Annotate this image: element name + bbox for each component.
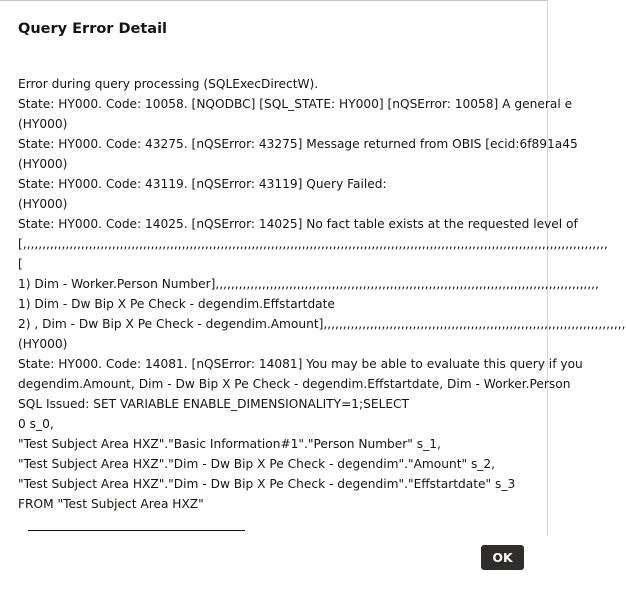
text-underline xyxy=(28,530,245,531)
error-line: (HY000) xyxy=(18,157,68,171)
error-line: "Test Subject Area HXZ"."Dim - Dw Bip X Pe Check - degendim"."Amount" s_2, xyxy=(18,457,496,471)
error-line: (HY000) xyxy=(18,197,68,211)
error-line: 1) Dim - Dw Bip X Pe Check - degendim.Effstartdate xyxy=(18,297,335,311)
error-line: State: HY000. Code: 43275. [nQSError: 43275] Message returned from OBIS [ecid:6f891a45 xyxy=(18,137,578,151)
error-line: State: HY000. Code: 43119. [nQSError: 43119] Query Failed: xyxy=(18,177,387,191)
error-line: SQL Issued: SET VARIABLE ENABLE_DIMENSIONALITY=1;SELECT xyxy=(18,397,410,411)
error-line: Error during query processing (SQLExecDirectW). xyxy=(18,77,319,91)
error-line: State: HY000. Code: 14025. [nQSError: 14025] No fact table exists at the requested level of xyxy=(18,217,578,231)
error-line-last xyxy=(18,514,528,534)
error-line: 1) Dim - Worker.Person Number],,,,,,,,,,,,,,,,,,,,,,,,,,,,,,,,,,,,,,,,,,,,,,,,,,,,,,,,,,,,,,,,,,,,,,,,,,,,,,,,,,,,,,,,,,,,,,,,,,, xyxy=(18,277,599,291)
error-line: degendim.Amount, Dim - Dw Bip X Pe Check - degendim.Effstartdate, Dim - Worker.Person xyxy=(18,377,571,391)
error-line: State: HY000. Code: 14081. [nQSError: 14081] You may be able to evaluate this query if you xyxy=(18,357,583,371)
error-line: (HY000) xyxy=(18,337,68,351)
error-line: [,,,,,,,,,,,,,,,,,,,,,,,,,,,,,,,,,,,,,,,,,,,,,,,,,,,,,,,,,,,,,,,,,,,,,,,,,,,,,,,,,,,,,,,,,,,,,,,,,,,,,,,,,,,,,,,,,,,,,,,,,,,,,,,,,,,,,,,,,,,,,,,,,,,,,,, xyxy=(18,237,608,251)
error-line: 2) , Dim - Dw Bip X Pe Check - degendim.Amount],,,,,,,,,,,,,,,,,,,,,,,,,,,,,,,,,,,,,,,,,,,,,,,,,,,,,,,,,,,,,,,,,,,,,,,,,,,,,, xyxy=(18,317,626,331)
ok-button[interactable]: OK xyxy=(481,545,524,570)
dialog-title: Query Error Detail xyxy=(18,21,168,37)
error-line: (HY000) xyxy=(18,117,68,131)
dialog-footer xyxy=(0,536,548,587)
error-line: "Test Subject Area HXZ"."Dim - Dw Bip X Pe Check - degendim"."Effstartdate" s_3 xyxy=(18,477,516,491)
error-line: 0 s_0, xyxy=(18,417,54,431)
error-line: State: HY000. Code: 10058. [NQODBC] [SQL_STATE: HY000] [nQSError: 10058] A general e xyxy=(18,97,573,111)
error-line: [ xyxy=(18,257,23,271)
error-line: FROM "Test Subject Area HXZ" xyxy=(18,497,204,511)
error-detail-text[interactable] xyxy=(18,74,626,536)
error-line: "Test Subject Area HXZ"."Basic Information#1"."Person Number" s_1, xyxy=(18,437,441,451)
